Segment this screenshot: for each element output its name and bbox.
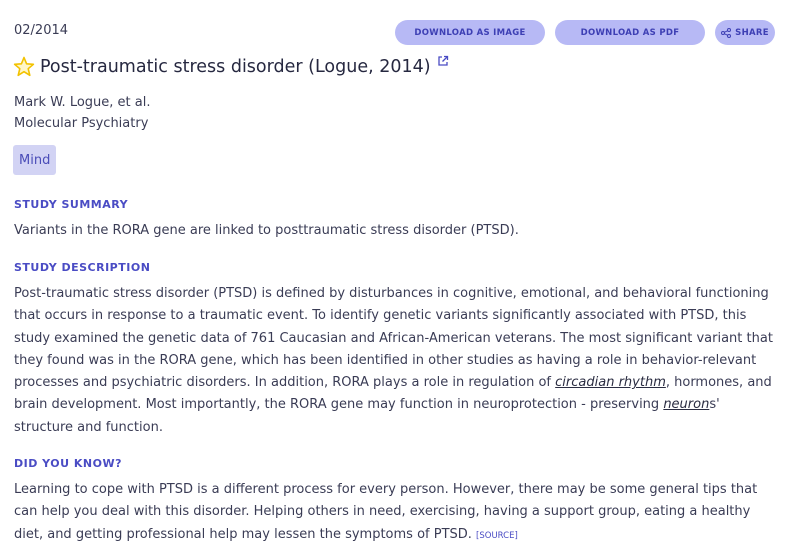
study-journal: Molecular Psychiatry	[14, 116, 149, 131]
category-tag[interactable]: Mind	[13, 145, 56, 175]
action-toolbar	[395, 20, 775, 45]
page-title: Post-traumatic stress disorder (Logue, 2014)	[40, 57, 431, 77]
share-button[interactable]	[715, 20, 775, 45]
description-part-1: Post-traumatic stress disorder (PTSD) is defined by disturbances in cognitive, emotional, and behavioral functioning that occurs in response to a traumatic event. To identify genetic variants significantly associated with PTSD, this study examined the genetic data of 761 Caucasian and African-American veterans. The most significant variant that they found was in the RORA gene, which has been identified in other studies as having a role in behavior-relevant processes and psychiatric disorders. In addition, RORA plays a role in regulation of	[14, 286, 773, 391]
description-part-3: s' structure and function.	[14, 397, 720, 435]
description-part-2: , hormones, and brain development. Most importantly, the RORA gene may function in neuroprotection - preserving	[14, 375, 772, 413]
did-you-know-heading: DID YOU KNOW?	[14, 457, 122, 470]
download-pdf-button[interactable]: DOWNLOAD AS PDF	[555, 20, 705, 45]
source-link[interactable]: [SOURCE]	[476, 530, 518, 541]
term-link-circadian-rhythm[interactable]: circadian rhythm	[555, 375, 666, 391]
study-date: 02/2014	[14, 23, 69, 38]
description-heading: STUDY DESCRIPTION	[14, 261, 151, 274]
study-authors: Mark W. Logue, et al.	[14, 95, 151, 110]
download-image-button[interactable]: DOWNLOAD AS IMAGE	[395, 20, 545, 45]
summary-heading: STUDY SUMMARY	[14, 198, 129, 211]
external-link-icon[interactable]	[437, 55, 449, 67]
description-text	[14, 283, 776, 439]
term-link-neuron[interactable]: neuron	[663, 397, 710, 413]
did-you-know-body: Learning to cope with PTSD is a different process for every person. However, there may be some general tips that can help you deal with this disorder. Helping others in need, exercising, having a support group, eating a healthy diet, and getting professional help may lessen the symptoms of PTSD.	[14, 482, 758, 542]
did-you-know-text	[14, 479, 776, 547]
summary-text: Variants in the RORA gene are linked to posttraumatic stress disorder (PTSD).	[14, 223, 519, 238]
title-row	[12, 55, 449, 79]
star-icon[interactable]	[12, 55, 36, 79]
share-icon	[721, 28, 731, 38]
share-label: SHARE	[735, 27, 769, 38]
